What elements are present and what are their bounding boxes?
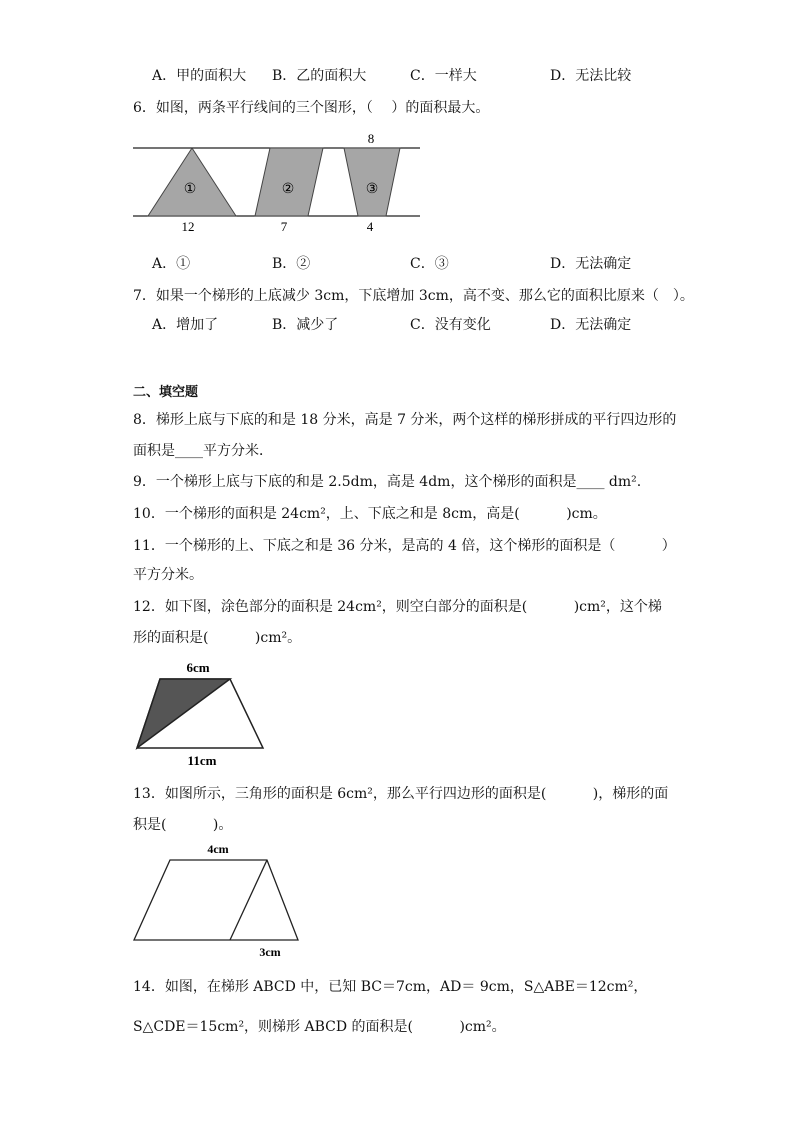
q5-option-b[interactable]: B．乙的面积大 [272,68,367,84]
q6-stem: 6．如图，两条平行线间的三个图形，（ ）的面积最大。 [133,100,490,116]
q8-line2: 面积是____平方分米． [133,443,273,459]
top-base-label: 4cm [207,842,229,856]
q7-stem: 7．如果一个梯形的上底减少 3cm，下底增加 3cm，高不变、那么它的面积比原来（ ）。 [133,288,694,304]
q12-line2: 形的面积是( )cm²。 [133,630,302,646]
q13-line1: 13．如图所示，三角形的面积是 6cm²，那么平行四边形的面积是( )，梯形的面 [133,786,669,802]
bottom-segment-label: 3cm [259,945,281,959]
bottom-length-label-2: 7 [280,219,288,234]
q11-line2: 平方分米。 [133,567,203,583]
q14-line2: S△CDE＝15cm²，则梯形 ABCD 的面积是( )cm²。 [133,1019,506,1035]
q6-option-c[interactable]: C．③ [410,256,449,272]
q13-trapezoid-figure [130,838,305,963]
q8-line1: 8．梯形上底与下底的和是 18 分米，高是 7 分米，两个这样的梯形拼成的平行四边形的 [133,412,677,428]
q6-option-b[interactable]: B．② [272,256,311,272]
top-length-label: 8 [367,131,375,146]
q5-option-a[interactable]: A．甲的面积大 [152,68,247,84]
q10-text: 10．一个梯形的面积是 24cm²，上、下底之和是 8cm，高是( )cm。 [133,506,607,522]
q6-option-a[interactable]: A．① [152,256,191,272]
section-heading-fill-in: 二、填空题 [133,385,199,400]
q12-trapezoid-figure [130,655,275,770]
q7-option-a[interactable]: A．增加了 [152,317,219,333]
bottom-length-label-1: 12 [181,219,195,234]
shape-label-3: ③ [365,182,379,197]
q7-option-b[interactable]: B．减少了 [272,317,339,333]
shape-label-1: ① [183,182,197,197]
top-base-label: 6cm [186,660,210,675]
q6-figure [130,128,430,238]
q6-option-d[interactable]: D．无法确定 [550,256,632,272]
shape-label-2: ② [281,182,295,197]
q11-line1: 11．一个梯形的上、下底之和是 36 分米，是高的 4 倍，这个梯形的面积是（ ） [133,538,676,554]
bottom-base-label: 11cm [187,753,217,768]
q7-option-d[interactable]: D．无法确定 [550,317,632,333]
q13-line2: 积是( )。 [133,817,233,833]
bottom-length-label-3: 4 [366,219,374,234]
q5-option-c[interactable]: C．一样大 [410,68,477,84]
q7-option-c[interactable]: C．没有变化 [410,317,491,333]
q12-line1: 12．如下图，涂色部分的面积是 24cm²，则空白部分的面积是( )cm²，这个梯 [133,599,662,615]
q9-text: 9．一个梯形上底与下底的和是 2.5dm，高是 4dm，这个梯形的面积是____ dm². [133,474,642,490]
trapezoid-outline [134,860,298,940]
q14-line1: 14．如图，在梯形 ABCD 中，已知 BC＝7cm，AD＝ 9cm，S△ABE＝12cm²， [133,979,648,995]
q5-option-d[interactable]: D．无法比较 [550,68,632,84]
